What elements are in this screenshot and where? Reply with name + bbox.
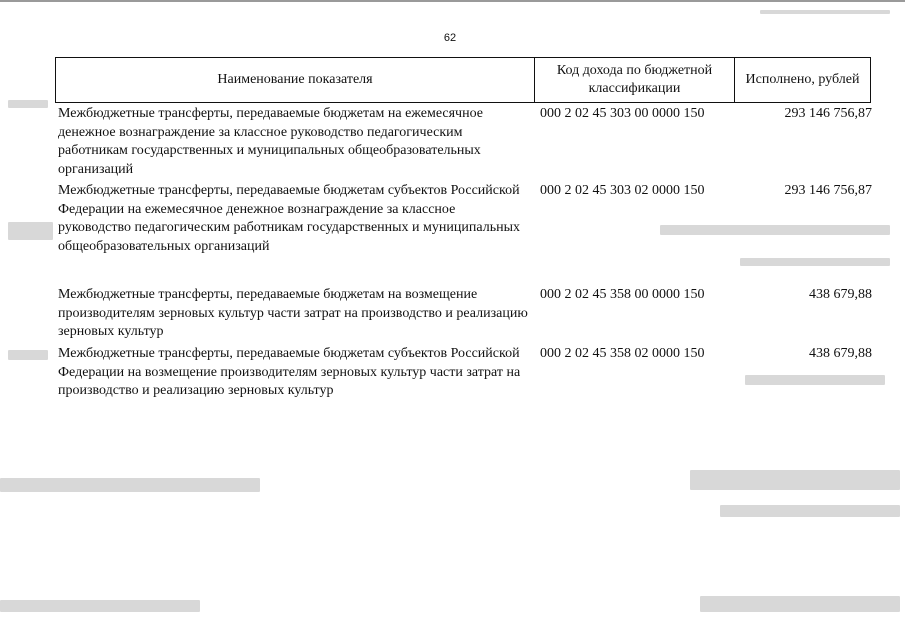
row-name: Межбюджетные трансферты, передаваемые бюджетам на возмещение производителям зерновых культур части затрат на производство и реализацию зерновых культур	[58, 287, 528, 339]
row-amount: 293 146 756,87	[784, 106, 872, 121]
row-amount: 438 679,88	[809, 346, 872, 361]
row-code: 000 2 02 45 358 02 0000 150	[540, 346, 705, 361]
scan-noise	[0, 600, 200, 612]
row-code: 000 2 02 45 358 00 0000 150	[540, 287, 705, 302]
row-name: Межбюджетные трансферты, передаваемые бюджетам субъектов Российской Федерации на ежемесячное денежное вознаграждение за классное руководство педагогическим работникам государственных и муниципальных общеобразовательных организаций	[58, 183, 520, 254]
scan-noise	[690, 470, 900, 490]
scan-noise	[8, 100, 48, 108]
scan-noise	[700, 596, 900, 612]
row-amount: 438 679,88	[809, 287, 872, 302]
row-code: 000 2 02 45 303 02 0000 150	[540, 183, 705, 198]
top-border-line	[0, 0, 905, 2]
table-header	[55, 57, 871, 103]
scan-noise	[0, 478, 260, 492]
scan-noise	[740, 258, 890, 266]
column-header-executed: Исполнено, рублей	[745, 72, 860, 87]
scan-noise	[8, 222, 53, 240]
row-name: Межбюджетные трансферты, передаваемые бюджетам на ежемесячное денежное вознаграждение за классное руководство педагогическим работникам государственных и муниципальных общеобразовательных организаций	[58, 106, 483, 177]
scan-noise	[660, 225, 890, 235]
column-header-code: Код дохода по бюджетной классификации	[535, 58, 735, 102]
row-code: 000 2 02 45 303 00 0000 150	[540, 106, 705, 121]
scan-noise	[745, 375, 885, 385]
scan-noise	[8, 350, 48, 360]
column-header-name: Наименование показателя	[56, 58, 535, 102]
scan-noise	[720, 505, 900, 517]
scan-noise	[760, 10, 890, 14]
row-amount: 293 146 756,87	[784, 183, 872, 198]
page-number: 62	[443, 32, 457, 44]
row-name: Межбюджетные трансферты, передаваемые бюджетам субъектов Российской Федерации на возмещение производителям зерновых культур части затрат на производство и реализацию зерновых культур	[58, 346, 521, 398]
